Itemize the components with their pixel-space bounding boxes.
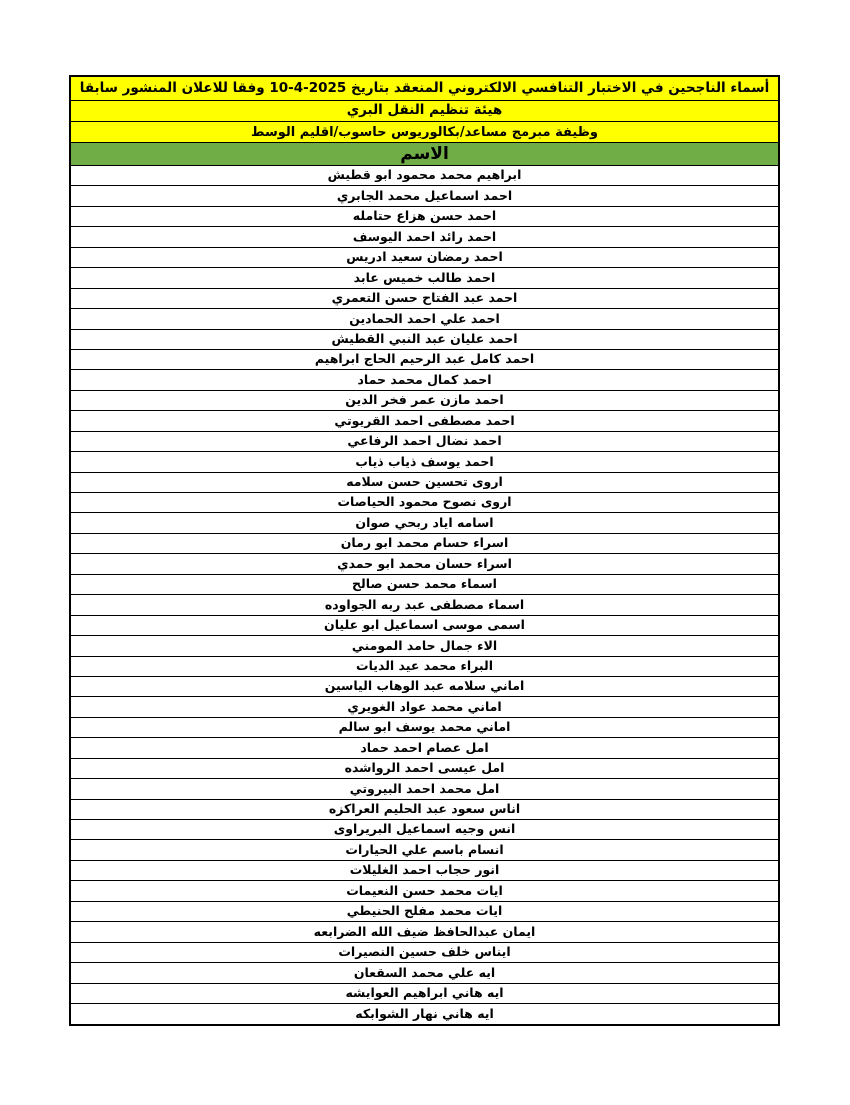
name-cell: اماني محمد عواد الغويري bbox=[347, 698, 502, 714]
name-cell: احمد نضال احمد الرفاعي bbox=[347, 433, 502, 449]
table-row bbox=[71, 534, 778, 554]
name-cell: امل محمد احمد البيروتي bbox=[349, 780, 500, 796]
name-cell: ايات محمد حسن النعيمات bbox=[346, 882, 503, 898]
name-cell: اسماء محمد حسن صالح bbox=[352, 576, 497, 592]
name-cell: احمد علي احمد الحمادين bbox=[349, 310, 500, 326]
table-row bbox=[71, 207, 778, 227]
table-row bbox=[71, 616, 778, 636]
name-cell: ايه هاني ابراهيم العوايشه bbox=[345, 984, 504, 1000]
table-row bbox=[71, 697, 778, 717]
name-cell: احمد رمضان سعيد ادريس bbox=[346, 249, 503, 265]
title-row: أسماء الناجحين في الاختبار التنافسي الالكتروني المنعقد بتاريخ 2025-4-10 وفقا للاعلان المنشور سابقا bbox=[71, 77, 778, 101]
table-row bbox=[71, 657, 778, 677]
table-row bbox=[71, 861, 778, 881]
table-row bbox=[71, 800, 778, 820]
table-row bbox=[71, 227, 778, 247]
table-row bbox=[71, 391, 778, 411]
name-cell: اسراء حسان محمد ابو حمدي bbox=[337, 555, 512, 571]
table-row bbox=[71, 432, 778, 452]
table-row bbox=[71, 595, 778, 615]
name-cell: امل عيسى احمد الرواشده bbox=[344, 760, 505, 776]
name-cell: الاء جمال حامد المومني bbox=[351, 637, 498, 653]
name-cell: احمد حسن هزاع حتامله bbox=[352, 208, 497, 224]
authority-row: هيئة تنظيم النقل البري bbox=[71, 101, 778, 122]
table-row bbox=[71, 554, 778, 574]
name-cell: اسراء حسام محمد ابو رمان bbox=[340, 535, 509, 551]
table-row bbox=[71, 268, 778, 288]
name-cell: احمد يوسف ذياب ذياب bbox=[355, 453, 494, 469]
table-row bbox=[71, 350, 778, 370]
table-row bbox=[71, 922, 778, 942]
table-row bbox=[71, 943, 778, 963]
name-cell: انس وجيه اسماعيل البريراوى bbox=[333, 821, 516, 837]
name-cell: احمد عبد الفتاح حسن التعمري bbox=[331, 290, 518, 306]
table-row bbox=[71, 411, 778, 431]
name-cell: احمد طالب خميس عابد bbox=[353, 269, 496, 285]
table-row bbox=[71, 820, 778, 840]
table-row bbox=[71, 452, 778, 472]
name-cell: اماني محمد يوسف ابو سالم bbox=[338, 719, 511, 735]
name-cell: ايه هاني نهار الشوابكه bbox=[355, 1005, 494, 1021]
table-row bbox=[71, 636, 778, 656]
name-cell: احمد كمال محمد حماد bbox=[357, 371, 492, 387]
name-cell: ايمان عبدالحافظ ضيف الله الضرابعه bbox=[313, 923, 536, 939]
table-row bbox=[71, 330, 778, 350]
name-column-header: الاسم bbox=[71, 143, 778, 166]
name-cell: احمد عليان عبد النبي القطيش bbox=[331, 330, 518, 346]
table-row bbox=[71, 166, 778, 186]
table-row bbox=[71, 309, 778, 329]
table-row bbox=[71, 984, 778, 1004]
table-row bbox=[71, 677, 778, 697]
name-cell: احمد مازن عمر فخر الدين bbox=[345, 392, 504, 408]
name-cell: اروى نصوح محمود الحياصات bbox=[337, 494, 512, 510]
table-row bbox=[71, 289, 778, 309]
table-row bbox=[71, 493, 778, 513]
table-row bbox=[71, 963, 778, 983]
name-cell: اماني سلامه عبد الوهاب الياسين bbox=[324, 678, 525, 694]
names-list bbox=[71, 166, 778, 1024]
name-cell: البراء محمد عيد الديات bbox=[356, 657, 493, 673]
name-cell: اناس سعود عبد الحليم العراكزه bbox=[328, 801, 521, 817]
name-cell: ايه علي محمد السقعان bbox=[353, 964, 496, 980]
name-cell: اسماء مصطفى عبد ربه الجواوده bbox=[324, 596, 525, 612]
table-row bbox=[71, 881, 778, 901]
name-cell: احمد اسماعيل محمد الجابري bbox=[336, 187, 513, 203]
table-row bbox=[71, 759, 778, 779]
name-cell: امل عصام احمد حماد bbox=[360, 739, 489, 755]
table-row bbox=[71, 248, 778, 268]
table-row bbox=[71, 1004, 778, 1024]
name-cell: انسام باسم علي الحيارات bbox=[345, 841, 504, 857]
position-row: وظيفة مبرمج مساعد/بكالوريوس حاسوب/اقليم الوسط bbox=[71, 122, 778, 143]
table-row bbox=[71, 513, 778, 533]
table-row bbox=[71, 186, 778, 206]
table-row bbox=[71, 738, 778, 758]
name-cell: اسامه اياد ربحي صوان bbox=[355, 514, 494, 530]
name-cell: احمد كامل عبد الرحيم الحاج ابراهيم bbox=[314, 351, 535, 367]
name-cell: ابراهيم محمد محمود ابو قطيش bbox=[327, 167, 522, 183]
name-cell: احمد رائد احمد اليوسف bbox=[352, 228, 497, 244]
name-cell: احمد مصطفى احمد القريوتي bbox=[334, 412, 515, 428]
name-cell: ايات محمد مفلح الحنيطي bbox=[346, 903, 503, 919]
results-table bbox=[69, 75, 780, 1026]
name-cell: ايناس خلف حسين النصيرات bbox=[338, 944, 511, 960]
table-row bbox=[71, 473, 778, 493]
table-row bbox=[71, 575, 778, 595]
table-row bbox=[71, 718, 778, 738]
table-row bbox=[71, 370, 778, 390]
name-cell: اروى تحسين حسن سلامه bbox=[346, 474, 503, 490]
table-row bbox=[71, 840, 778, 860]
name-cell: اسمى موسى اسماعيل ابو عليان bbox=[324, 617, 525, 633]
table-row bbox=[71, 902, 778, 922]
name-cell: انور حجاب احمد الغليلات bbox=[349, 862, 500, 878]
table-row bbox=[71, 779, 778, 799]
